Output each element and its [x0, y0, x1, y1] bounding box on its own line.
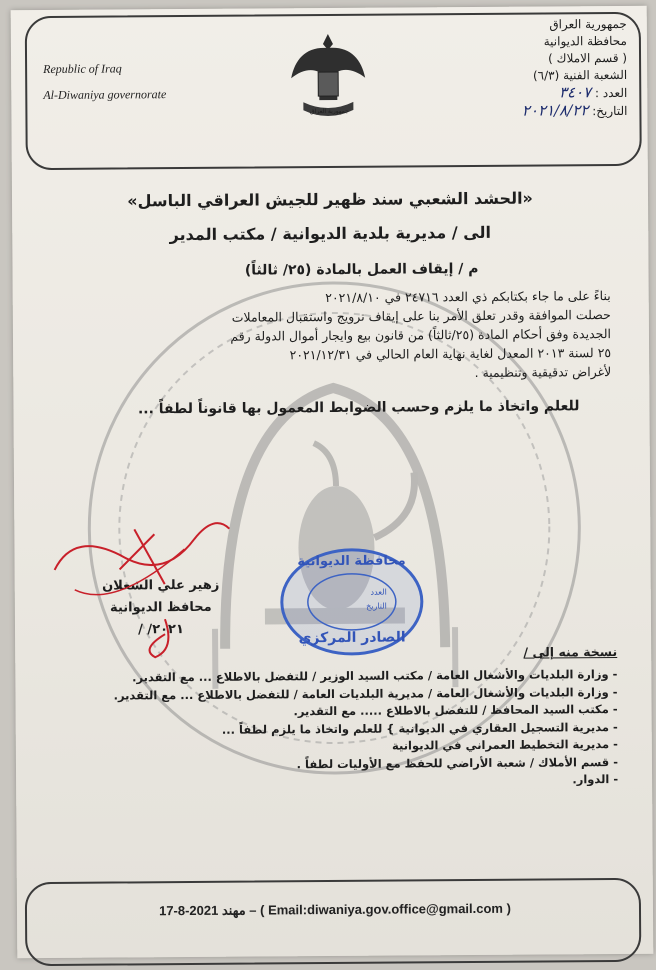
- header-line-number: [437, 84, 627, 103]
- body-line: الجديدة وفق أحكام المادة (٢٥/ثالثاً) من قانون بيع وايجار أموال الدولة رقم: [230, 326, 612, 344]
- signature-block: [81, 575, 241, 642]
- signatory-title: محافظ الديوانية: [109, 599, 212, 616]
- number-label: العدد :: [594, 85, 628, 101]
- stamp-bottom-text: الصادر المركزي: [298, 629, 406, 647]
- stamp-field-date: التاريخ: [366, 601, 387, 611]
- number-value: ٣٤٠٧: [558, 83, 592, 102]
- header-arabic-block: [437, 16, 628, 121]
- slogan-heading: «الحشد الشعبي سند ظهير للجيش العراقي الباسل»: [127, 188, 533, 211]
- recipient-heading: الى / مديرية بلدية الديوانية / مكتب المدير: [169, 222, 491, 245]
- copy-recipient: - قسم الأملاك / شعبة الأراضي للحفظ مع الأوليات لطفاً .: [98, 754, 618, 775]
- header-line-section: الشعبة الفنية (٦/٣): [532, 67, 628, 83]
- date-label: التاريخ:: [592, 103, 628, 119]
- document-page: [11, 6, 654, 958]
- copy-recipient: - مديرية التسجيل العقاري في الديوانية } للعلم واتخاذ ما يلزم لطفاً ...: [98, 719, 618, 740]
- footer-frame: [25, 878, 642, 966]
- body-line: لأغراض تدقيقية وتنظيمية .: [474, 364, 612, 381]
- signature-date: ٢٠٢١/ /: [138, 622, 184, 638]
- header-line-department: ( قسم الاملاك ): [548, 50, 628, 66]
- header-english-country: Republic of Iraq: [43, 61, 122, 77]
- footer-email-line: 17-8-2021 مهند – ( Email:diwaniya.gov.office@gmail.com ): [158, 900, 511, 919]
- body-line: حصلت الموافقة وقدر تعلق الأمر بنا على إيقاف ترويج واستقبال المعاملات: [231, 307, 611, 325]
- central-outgoing-stamp: [276, 545, 427, 658]
- body-line: ٢٥ لسنة ٢٠١٣ المعدل لغاية نهاية العام الحالي في ٢٠٢١/١٢/٣١: [289, 345, 612, 363]
- header-line-republic: جمهورية العراق: [549, 16, 627, 32]
- header-line-date: [437, 102, 627, 121]
- emblem-caption: جمهورية العراق: [309, 107, 349, 116]
- copy-recipient: - مكتب السيد المحافظ / للتفضل بالاطلاع ..... مع التقدير.: [98, 701, 618, 722]
- closing-notice: للعلم واتخاذ ما يلزم وحسب الضوابط المعمول بها قانوناً لطفاً ...: [137, 398, 580, 418]
- body-line: بناءً على ما جاء بكتابكم ذي العدد ٢٤٧١٦ في ٢٠٢١/٨/١٠: [325, 288, 611, 306]
- copy-recipient: - مديرية التخطيط العمراني في الديوانية: [98, 736, 618, 757]
- date-value: ٢٠٢١/٨/٢٢: [521, 101, 589, 120]
- stamp-field-number: العدد: [370, 587, 387, 597]
- stamp-top-text: محافظة الديوانية: [297, 553, 406, 570]
- copy-recipient: - وزارة البلديات والأشغال العامة / مديرية البلديات العامة / للتفضل بالاطلاع ... مع التقدير.: [97, 684, 617, 705]
- copies-list: [97, 666, 618, 792]
- signatory-name: زهير علي الشعلان: [102, 577, 220, 594]
- header-english-governorate: Al-Diwaniya governorate: [43, 87, 167, 103]
- copy-recipient: - وزارة البلديات والأشغال العامة / مكتب السيد الوزير / للتفضل بالاطلاع ... مع التقدير.: [97, 666, 617, 687]
- letter-body: [55, 286, 612, 385]
- copies-heading: نسخة منه إلى /: [523, 644, 618, 660]
- header-line-governorate: محافظة الديوانية: [543, 33, 627, 49]
- copy-recipient: - الدوار.: [98, 771, 618, 792]
- subject-line: م / إيقاف العمل بالمادة (٢٥/ ثالثاً): [244, 260, 479, 279]
